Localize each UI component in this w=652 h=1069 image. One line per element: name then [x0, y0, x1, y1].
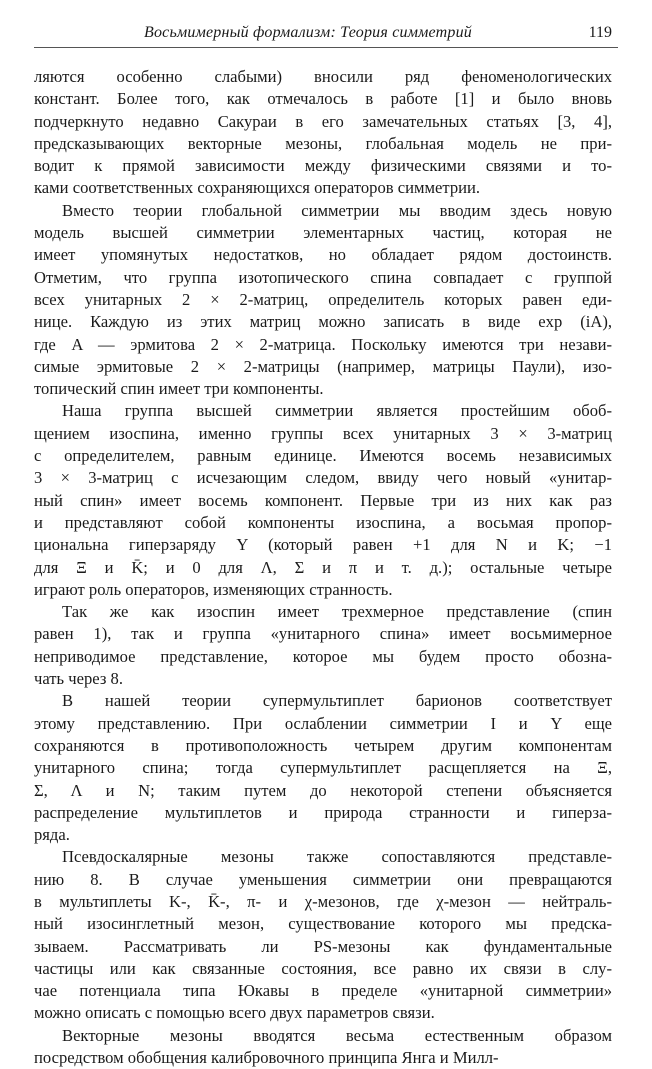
- text-line: частицы или как связанные состояния, все равно их связи в слу-: [34, 958, 612, 978]
- text-line: предсказывающих векторные мезоны, глобальная модель не при-: [34, 133, 612, 153]
- paragraph: [34, 690, 612, 846]
- paragraph: [34, 1025, 612, 1069]
- text-line: чать через 8.: [34, 669, 123, 689]
- text-line: зываем. Рассматривать ли PS-мезоны как фундаментальные: [34, 936, 612, 956]
- running-title: Восьмимерный формализм: Теория симметрий: [144, 24, 472, 41]
- text-line: распределение мультиплетов и природа странности и гиперза-: [34, 802, 612, 822]
- text-line: нице. Каждую из этих матриц можно записать в виде exp (iA),: [34, 312, 612, 332]
- text-line: Векторные мезоны вводятся весьма естественным образом: [62, 1025, 612, 1045]
- text-line: посредством обобщения калибровочного принципа Янга и Милл-: [34, 1048, 499, 1068]
- body-text: [34, 66, 612, 1069]
- paragraph: [34, 846, 612, 1024]
- paragraph: [34, 601, 612, 690]
- text-line: с определителем, равным единице. Имеются восемь независимых: [34, 446, 612, 466]
- text-line: этому представлению. При ослаблении симметрии I и Y еще: [34, 713, 612, 733]
- text-line: топический спин имеет три компоненты.: [34, 379, 324, 399]
- text-line: модель высшей симметрии элементарных частиц, которая не: [34, 223, 612, 243]
- running-head: [34, 24, 618, 46]
- text-line: в мультиплеты K-, K̄-, π- и χ-мезонов, где χ-мезон — нейтраль-: [34, 891, 612, 911]
- text-line: щением изоспина, именно группы всех унитарных 3 × 3-матриц: [34, 423, 612, 443]
- text-line: где A — эрмитова 2 × 2-матрица. Поскольку имеются три незави-: [34, 334, 612, 354]
- text-line: ляются особенно слабыми) вносили ряд феноменологических: [34, 67, 612, 86]
- text-line: неприводимое представление, которое мы будем просто обозна-: [34, 646, 612, 666]
- text-line: равен 1), так и группа «унитарного спина» имеет восьмимерное: [34, 624, 612, 644]
- paragraph: [34, 400, 612, 601]
- text-line: нию 8. В случае уменьшения симметрии они превращаются: [34, 869, 612, 889]
- text-line: водит к прямой зависимости между физическими связями и то-: [34, 156, 612, 176]
- text-line: для Ξ и K̄; и 0 для Λ, Σ и π и т. д.); остальные четыре: [34, 557, 612, 577]
- text-line: и представляют собой компоненты изоспина, а восьмая пропор-: [34, 512, 612, 532]
- text-line: ный спин» имеет восемь компонент. Первые три из них как раз: [34, 490, 612, 510]
- text-line: ный изосинглетный мезон, существование которого мы предска-: [34, 914, 612, 934]
- text-line: циональна гиперзаряду Y (который равен +1 для N и K; −1: [34, 535, 612, 555]
- text-line: чае потенциала типа Юкавы в пределе «унитарной симметрии»: [34, 981, 612, 1001]
- text-line: Псевдоскалярные мезоны также сопоставляются представле-: [62, 847, 612, 867]
- text-line: Отметим, что группа изотопического спина совпадает с группой: [34, 267, 612, 287]
- text-line: Σ, Λ и N; таким путем до некоторой степени объясняется: [34, 780, 612, 800]
- text-line: Вместо теории глобальной симметрии мы вводим здесь новую: [62, 200, 612, 220]
- page-number: 119: [588, 24, 612, 41]
- text-line: можно описать с помощью всего двух параметров связи.: [34, 1003, 435, 1023]
- text-line: В нашей теории супермультиплет барионов соответствует: [62, 691, 612, 711]
- paragraph: [34, 200, 612, 401]
- text-line: ряда.: [34, 825, 70, 845]
- paragraph: [34, 66, 612, 200]
- text-line: унитарного спина; тогда супермультиплет расщепляется на Ξ,: [34, 758, 612, 778]
- text-line: ками соответственных сохраняющихся операторов симметрии.: [34, 178, 481, 198]
- text-line: симые эрмитовые 2 × 2-матрицы (например, матрицы Паули), изо-: [34, 356, 612, 376]
- text-line: подчеркнуто недавно Сакураи в его замечательных статьях [3, 4],: [34, 111, 612, 131]
- text-line: Наша группа высшей симметрии является простейшим обоб-: [62, 401, 612, 421]
- text-line: Так же как изоспин имеет трехмерное представление (спин: [62, 602, 612, 622]
- text-line: имеет упомянутых недостатков, но обладает рядом достоинств.: [34, 245, 612, 265]
- text-line: констант. Более того, как отмечалось в работе [1] и было вновь: [34, 89, 612, 109]
- header-rule: [34, 47, 618, 48]
- text-line: сохраняются в противоположность четырем другим компонентам: [34, 735, 612, 755]
- text-line: играют роль операторов, изменяющих странность.: [34, 579, 393, 599]
- text-line: всех унитарных 2 × 2-матриц, определитель которых равен еди-: [34, 289, 612, 309]
- text-line: 3 × 3-матриц с исчезающим следом, ввиду чего новый «унитар-: [34, 468, 612, 488]
